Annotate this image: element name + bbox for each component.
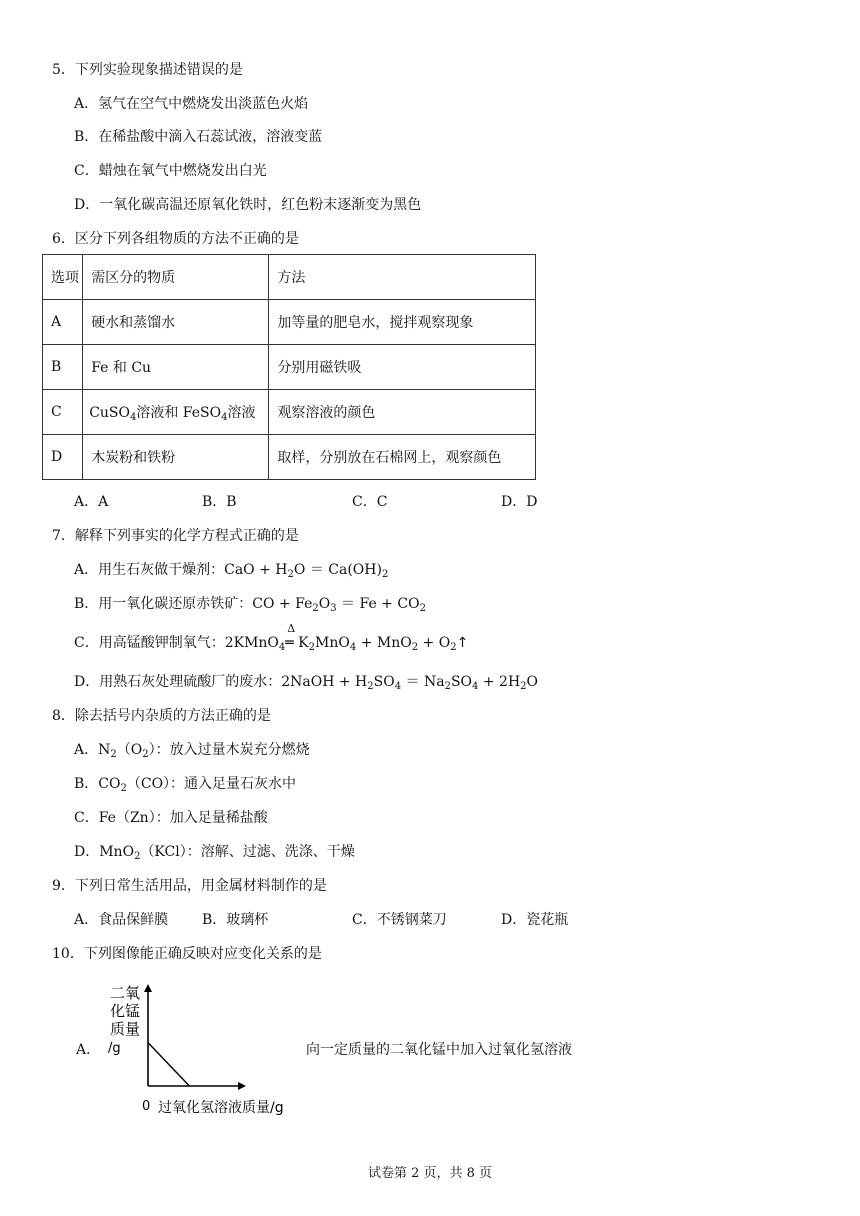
q6-answer-a: A．A [74,494,109,510]
q9-option-d: D．瓷花瓶 [501,912,569,928]
q8-stem: 8．除去括号内杂质的方法正确的是 [52,708,271,724]
y-axis-arrow [144,984,152,992]
y-axis-label-line: 质量 [110,1020,141,1038]
header-substance: 需区分的物质 [83,255,269,300]
q10-chart [96,976,316,1122]
q9-option-b: B．玻璃杯 [202,912,269,928]
q9-stem: 9．下列日常生活用品，用金属材料制作的是 [52,878,327,894]
page-footer: 试卷第 2 页，共 8 页 [367,1166,493,1181]
y-axis-label-line: /g [108,1041,121,1056]
x-axis-arrow [238,1082,246,1090]
q6-table [42,254,536,480]
q5-option-a: A．氢气在空气中燃烧发出淡蓝色火焰 [74,96,309,112]
table-row [43,300,536,345]
q5-option-d: D．一氧化碳高温还原氧化铁时，红色粉末逐渐变为黑色 [74,197,422,213]
q7-option-a: A．用生石灰做干燥剂：CaO + $H_2O = Ca(OH)_2$ [74,562,389,580]
row-substance: CuSO$_4$溶液和 FeSO$_4$溶液 [83,390,269,435]
table-row [43,435,536,480]
row-option: A [43,300,83,345]
q8-option-a: A．$N_2(O_2)$：放入过量木炭充分燃烧 [74,742,310,760]
header-option: 选项 [43,255,83,300]
q6-answer-c: C．C [352,494,388,510]
q7-option-c: C．用高锰酸钾制氧气：2KMnO$_4$ Δ ═ $K_2MnO_4 + MnO_2$ + $O_2↑$ [74,622,469,653]
row-method: 取样，分别放在石棉网上，观察颜色 [269,435,536,480]
gas-arrow-icon: ↑ [456,635,469,651]
q9-option-c: C．不锈钢菜刀 [352,912,447,928]
row-substance: 木炭粉和铁粉 [83,435,269,480]
series-line [148,1043,189,1086]
q8-option-b: B．$CO_2(CO)$：通入足量石灰水中 [74,776,297,794]
q9-option-a: A．食品保鲜膜 [74,912,169,928]
q7-stem: 7．解释下列事实的化学方程式正确的是 [52,528,299,544]
row-method: 观察溶液的颜色 [269,390,536,435]
table-row [43,345,536,390]
x-axis-label: 过氧化氢溶液质量/g [158,1100,284,1116]
q6-answer-b: B．B [202,494,237,510]
row-method: 加等量的肥皂水，搅拌观察现象 [269,300,536,345]
q6-answer-d: D．D [501,494,538,510]
row-option: C [43,390,83,435]
table-header-row [43,255,536,300]
row-method: 分别用磁铁吸 [269,345,536,390]
row-substance: 硬水和蒸馏水 [83,300,269,345]
q10-option-a-text: 向一定质量的二氧化锰中加入过氧化氢溶液 [306,1042,572,1058]
q7-option-b: B．用一氧化碳还原赤铁矿：CO + $Fe_2O_3 = Fe + CO_2$ [74,596,426,614]
q10-option-a-label: A． [76,1042,101,1058]
y-axis-label-line: 化锰 [110,1002,141,1020]
q5-stem: 5．下列实验现象描述错误的是 [52,62,243,78]
table-row [43,390,536,435]
header-method: 方法 [269,255,536,300]
q7-option-d: D．用熟石灰处理硫酸厂的废水：2NaOH + $H_2SO_4 = Na_2SO_4 + 2H_2O$ [74,674,539,692]
q8-option-c: C．Fe（Zn）：加入足量稀盐酸 [74,810,268,826]
q5-option-b: B．在稀盐酸中滴入石蕊试液，溶液变蓝 [74,129,323,145]
q10-stem: 10．下列图像能正确反映对应变化关系的是 [52,946,322,962]
q5-option-c: C．蜡烛在氧气中燃烧发出白光 [74,163,267,179]
q6-stem: 6．区分下列各组物质的方法不正确的是 [52,231,299,247]
row-option: B [43,345,83,390]
row-substance: Fe 和 Cu [83,345,269,390]
origin-label: 0 [142,1099,151,1114]
q8-option-d: D．MnO$_2$（KCl）：溶解、过滤、洗涤、干燥 [74,844,355,862]
y-axis-label-line: 二氧 [110,984,141,1002]
heating-condition: Δ ═ [285,622,296,651]
row-option: D [43,435,83,480]
